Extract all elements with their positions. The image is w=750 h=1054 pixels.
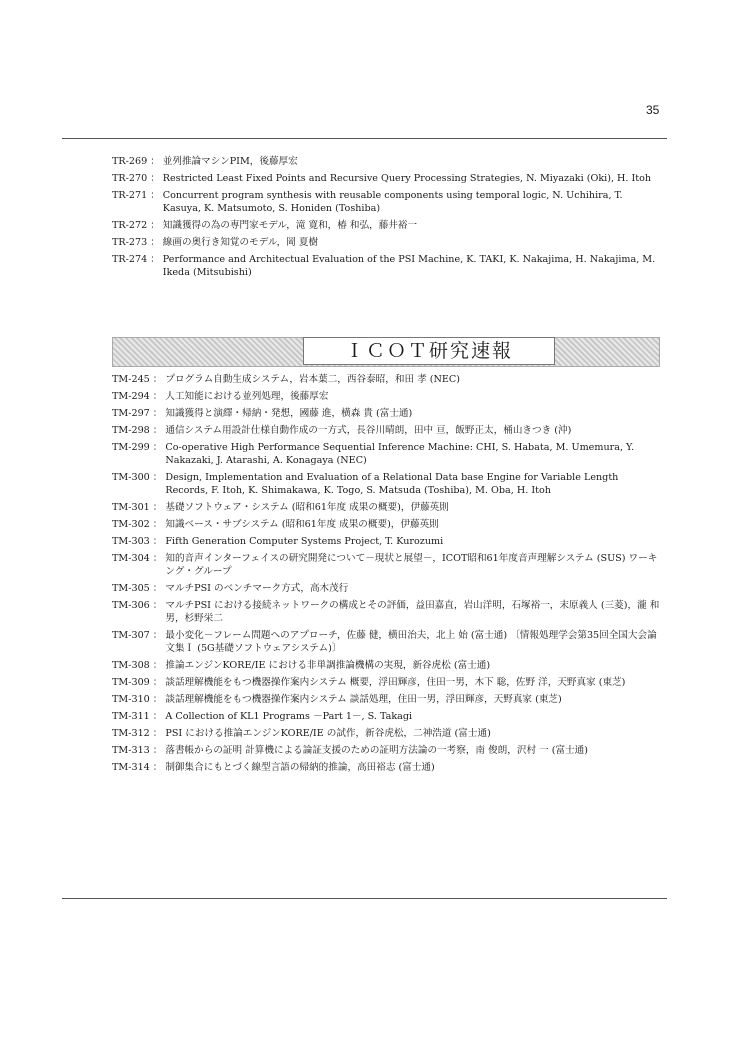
report-title-authors: 知的音声インターフェイスの研究開発について－現状と展望－，ICOT昭和61年度音声理解システム (SUS) ワーキング・グループ — [165, 553, 658, 577]
report-title-authors: 談話理解機能をもつ機器操作案内システム 概要，浮田輝彦，住田一男，木下 聡，佐野 洋，天野真家 (東芝) — [165, 677, 626, 688]
report-title-authors: 談話理解機能をもつ機器操作案内システム 談話処理，住田一男，浮田輝彦，天野真家 (東芝) — [165, 694, 562, 705]
technical-memo-entry — [112, 501, 660, 514]
code-separator: ： — [150, 254, 160, 265]
code-separator: ： — [152, 519, 163, 530]
report-title-authors: マルチPSI における接続ネットワークの構成とその評価，益田嘉直，岩山洋明，石塚裕一，末原義人 (三菱)，瀧 和男，杉野栄二 — [165, 600, 660, 624]
technical-memo-entry — [112, 629, 660, 655]
report-code: TM-310 — [112, 694, 150, 705]
code-separator: ： — [152, 600, 163, 611]
code-separator: ： — [150, 190, 160, 201]
report-code: TM-300 — [112, 472, 150, 483]
code-separator: ： — [150, 237, 160, 248]
technical-memo-entry — [112, 659, 660, 672]
code-separator: ： — [152, 374, 163, 385]
report-title-authors: PSI における推論エンジンKORE/IE の試作，新谷虎松，二神浩道 (富士通) — [165, 728, 491, 739]
report-code: TR-270 — [112, 173, 148, 184]
report-code: TM-245 — [112, 374, 150, 385]
report-title-authors: Performance and Architectual Evaluation of the PSI Machine, K. TAKI, K. Nakajima, H. Nakajima, M. Ikeda (Mitsubishi) — [162, 254, 656, 278]
report-code: TM-306 — [112, 600, 150, 611]
report-title-authors: 通信システム用設計仕様自動作成の一方式，長谷川晴朗，田中 亘，飯野正太，桶山きつき (沖) — [165, 425, 572, 436]
report-code: TM-298 — [112, 425, 150, 436]
technical-memo-entry — [112, 582, 660, 595]
technical-memo-entry — [112, 518, 660, 531]
report-title-authors: 知識獲得の為の専門家モデル，滝 寛和，椿 和弘，藤井裕一 — [162, 220, 418, 231]
report-code: TM-301 — [112, 502, 150, 513]
report-title-authors: Co-operative High Performance Sequential Inference Machine: CHI, S. Habata, M. Umemura, Y. Nakazaki, J. Atarashi, A. Konagaya (NEC) — [165, 442, 635, 466]
report-code: TM-307 — [112, 630, 150, 641]
code-separator: ： — [152, 762, 163, 773]
technical-memo-entry — [112, 441, 660, 467]
code-separator: ： — [152, 583, 163, 594]
technical-memo-entry — [112, 390, 660, 403]
report-code: TM-303 — [112, 536, 150, 547]
code-separator: ： — [150, 156, 160, 167]
technical-memo-entry — [112, 676, 660, 689]
technical-memo-entry — [112, 535, 660, 548]
report-title-authors: 知識ベース・サブシステム (昭和61年度 成果の概要)，伊藤英則 — [165, 519, 439, 530]
technical-memo-entry — [112, 424, 660, 437]
report-title-authors: Design, Implementation and Evaluation of a Relational Data base Engine for Variable Length Records, F. Itoh, K. Shimakawa, K. Togo, S. Matsuda (Toshiba), M. Oba, H. Itoh — [165, 472, 619, 496]
code-separator: ： — [152, 694, 163, 705]
report-code: TM-313 — [112, 745, 150, 756]
report-code: TR-271 — [112, 190, 148, 201]
code-separator: ： — [150, 173, 160, 184]
technical-memo-entry — [112, 744, 660, 757]
code-separator: ： — [150, 220, 160, 231]
report-code: TM-309 — [112, 677, 150, 688]
report-code: TM-294 — [112, 391, 150, 402]
report-title-authors: 推論エンジンKORE/IE における非単調推論機構の実現，新谷虎松 (富士通) — [165, 660, 491, 671]
report-title-authors: 線画の奥行き知覚のモデル，岡 夏樹 — [162, 237, 319, 248]
technical-memo-entry — [112, 761, 660, 774]
report-title-authors: 知識獲得と演繹・帰納・発想，國藤 進，横森 貴 (富士通) — [165, 408, 413, 419]
report-code: TM-314 — [112, 762, 150, 773]
code-separator: ： — [152, 472, 163, 483]
report-code: TM-304 — [112, 553, 150, 564]
code-separator: ： — [152, 553, 163, 564]
technical-report-entry — [112, 172, 660, 185]
code-separator: ： — [152, 425, 163, 436]
code-separator: ： — [152, 677, 163, 688]
report-title-authors: 最小変化－フレーム問題へのアプローチ，佐藤 健，横田治夫，北上 始 (富士通) 〔情報処理学会第35回全国大会論文集Ｉ (5G基礎ソフトウェアシステム)〕 — [165, 630, 657, 654]
section-title: ＩＣＯＴ研究速報 — [303, 337, 555, 365]
report-code: TR-274 — [112, 254, 148, 265]
top-divider — [62, 138, 667, 139]
technical-report-entry — [112, 155, 660, 168]
technical-memo-entry — [112, 727, 660, 740]
technical-report-list — [112, 155, 660, 283]
technical-memo-entry — [112, 710, 660, 723]
report-code: TR-269 — [112, 156, 148, 167]
technical-memo-entry — [112, 407, 660, 420]
report-title-authors: A Collection of KL1 Programs －Part 1－, S. Takagi — [165, 711, 413, 722]
bottom-divider — [62, 898, 667, 899]
code-separator: ： — [152, 391, 163, 402]
code-separator: ： — [152, 728, 163, 739]
code-separator: ： — [152, 408, 163, 419]
report-title-authors: Fifth Generation Computer Systems Project, T. Kurozumi — [165, 536, 444, 547]
report-code: TM-305 — [112, 583, 150, 594]
report-title-authors: プログラム自動生成システム，岩本葉二，西谷泰昭，和田 孝 (NEC) — [165, 374, 460, 385]
report-code: TR-273 — [112, 237, 148, 248]
technical-memo-entry — [112, 599, 660, 625]
page-number: 35 — [646, 103, 660, 117]
code-separator: ： — [152, 536, 163, 547]
report-title-authors: マルチPSI のベンチマーク方式，高木茂行 — [165, 583, 349, 594]
technical-memo-entry — [112, 373, 660, 386]
technical-memo-entry — [112, 471, 660, 497]
report-title-authors: 制御集合にもとづく線型言語の帰納的推論，高田裕志 (富士通) — [165, 762, 435, 773]
report-code: TM-299 — [112, 442, 150, 453]
code-separator: ： — [152, 442, 163, 453]
report-title-authors: 基礎ソフトウェア・システム (昭和61年度 成果の概要)，伊藤英則 — [165, 502, 449, 513]
report-title-authors: Concurrent program synthesis with reusable components using temporal logic, N. Uchihira, T. Kasuya, K. Matsumoto, S. Honiden (Toshiba) — [162, 190, 623, 214]
technical-report-entry — [112, 253, 660, 279]
technical-report-entry — [112, 236, 660, 249]
report-code: TM-302 — [112, 519, 150, 530]
report-code: TM-312 — [112, 728, 150, 739]
code-separator: ： — [152, 630, 163, 641]
technical-report-entry — [112, 219, 660, 232]
report-title-authors: Restricted Least Fixed Points and Recursive Query Processing Strategies, N. Miyazaki (Oki), H. Itoh — [162, 173, 652, 184]
report-code: TM-311 — [112, 711, 150, 722]
report-title-authors: 人工知能における並列処理，後藤厚宏 — [165, 391, 329, 402]
code-separator: ： — [152, 711, 163, 722]
report-title-authors: 落書帳からの証明 計算機による論証支援のための証明方法論の一考察，南 俊朗，沢村 一 (富士通) — [165, 745, 588, 756]
code-separator: ： — [152, 745, 163, 756]
technical-report-entry — [112, 189, 660, 215]
report-code: TM-297 — [112, 408, 150, 419]
technical-memo-entry — [112, 693, 660, 706]
section-banner — [112, 337, 660, 367]
code-separator: ： — [152, 502, 163, 513]
report-code: TM-308 — [112, 660, 150, 671]
code-separator: ： — [152, 660, 163, 671]
report-title-authors: 並列推論マシンPIM，後藤厚宏 — [162, 156, 298, 167]
technical-memo-list — [112, 373, 660, 778]
report-code: TR-272 — [112, 220, 148, 231]
technical-memo-entry — [112, 552, 660, 578]
